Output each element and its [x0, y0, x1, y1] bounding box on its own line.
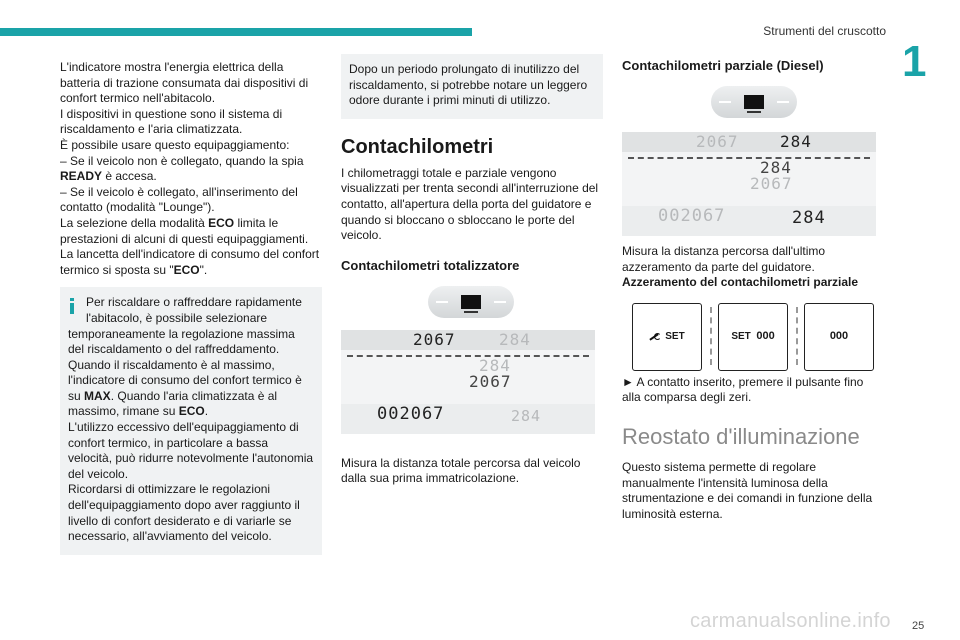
odo-trip-value: 284: [511, 406, 542, 425]
odo-trip-value: 284: [780, 132, 812, 151]
chapter-number: 1: [902, 37, 927, 86]
paragraph: L'indicatore mostra l'energia elettrica della batteria di trazione consumata dai dispositivi di confort termico nell'abitacolo.: [60, 60, 309, 106]
instrument-cluster-icon: [711, 86, 797, 118]
note-text: Per riscaldare o raffreddare rapidamente l'abitacolo, è possibile selezionare temporaneamente la regolazione massima del riscaldamento o del raffreddamento.: [68, 295, 302, 357]
note-text: Dopo un periodo prolungato di inutilizzo del riscaldamento, si potrebbe notare un leggero odore durante i primi minuti di utilizzo.: [349, 62, 588, 108]
heading-reostato: Reostato d'illuminazione: [622, 423, 860, 449]
heading-parziale: Contachilometri parziale (Diesel): [622, 58, 824, 73]
page-number: 25: [912, 620, 925, 632]
column-2: [341, 54, 603, 487]
instrument-panel-illustration: [341, 284, 603, 320]
instruction-step: ► A contatto inserito, premere il pulsante fino alla comparsa degli zeri.: [622, 374, 864, 405]
column-3: [622, 54, 884, 522]
note-text: Ricordarsi di ottimizzare le regolazioni dell'equipaggiamento dopo aver raggiunto il livello di confort desiderato e di variarle se necessario, all'avviamento del veicolo.: [68, 482, 300, 544]
paragraph: I chilometraggi totale e parziale vengono visualizzati per trenta secondi all'interruzione del contatto, all'apertura della porta del guidatore e quando si bloccano o sbloccano le porte del veicolo.: [341, 165, 599, 243]
heading-totalizzatore: Contachilometri totalizzatore: [341, 257, 520, 273]
set-button[interactable]: SET: [632, 303, 702, 371]
paragraph: I dispositivi in questione sono il sistema di riscaldamento e l'aria climatizzata.: [60, 106, 283, 137]
paragraph: La lancetta dell'indicatore di consumo del confort termico si sposta su "ECO".: [60, 247, 320, 277]
heading-odometri: Contachilometri: [341, 135, 494, 158]
odo-trip-value: 284: [499, 329, 531, 349]
info-icon: [70, 298, 74, 314]
odometer-display: [341, 330, 595, 434]
note-text: Quando il riscaldamento è al massimo, l'indicatore di consumo del confort termico è su MAX. Quando l'aria climatizzata è al massimo, rimane su ECO.: [68, 357, 302, 419]
odo-trip-value: 284: [760, 158, 792, 177]
caption: Misura la distanza totale percorsa dal veicolo dalla sua prima immatricolazione.: [341, 455, 581, 486]
section-title: Strumenti del cruscotto: [763, 24, 886, 38]
header-accent-bar: [0, 28, 472, 36]
odo-total-value: 002067: [377, 403, 445, 424]
note-text: L'utilizzo eccessivo dell'equipaggiamento di confort termico, in particolare a bassa velocità, può ridurre notevolmente l'autonomia del veicolo.: [68, 420, 314, 481]
odo-total-value: 2067: [696, 132, 739, 151]
watermark: carmanualsonline.info: [690, 610, 891, 632]
zero-display: 000: [804, 303, 874, 371]
paragraph: È possibile usare questo equipaggiamento:: [60, 137, 290, 152]
bullet-item: – Se il veicolo è collegato, all'inserimento del contatto (modalità "Lounge").: [60, 184, 298, 215]
odo-total-value: 2067: [750, 174, 793, 193]
set-reset-display: SET 000: [718, 303, 788, 371]
paragraph: La selezione della modalità ECO limita le prestazioni di alcuni di questi equipaggiamenti.: [60, 215, 309, 246]
instrument-panel-illustration: [622, 84, 884, 120]
paragraph: Questo sistema permette di regolare manualmente l'intensità luminosa della strumentazione e dei comandi in funzione della luminosità esterna.: [622, 459, 873, 521]
wrench-icon: [649, 333, 661, 340]
instrument-cluster-icon: [428, 286, 514, 318]
odo-trip-value: 284: [792, 208, 826, 228]
heading-azzeramento: Azzeramento del contachilometri parziale: [622, 275, 859, 290]
caption: Misura la distanza percorsa dall'ultimo azzeramento da parte del guidatore.: [622, 244, 826, 274]
reset-sequence: [622, 303, 884, 373]
odo-total-value: 002067: [658, 206, 726, 226]
info-note: [60, 287, 322, 555]
odometer-display: [622, 132, 876, 236]
odo-total-value: 2067: [413, 329, 456, 349]
odo-trip-value: 284: [479, 355, 511, 375]
bullet-item: – Se il veicolo non è collegato, quando la spia READY è accesa.: [60, 153, 304, 184]
odo-total-value: 2067: [469, 371, 512, 391]
column-1: [60, 60, 322, 555]
note-box: [341, 54, 603, 119]
